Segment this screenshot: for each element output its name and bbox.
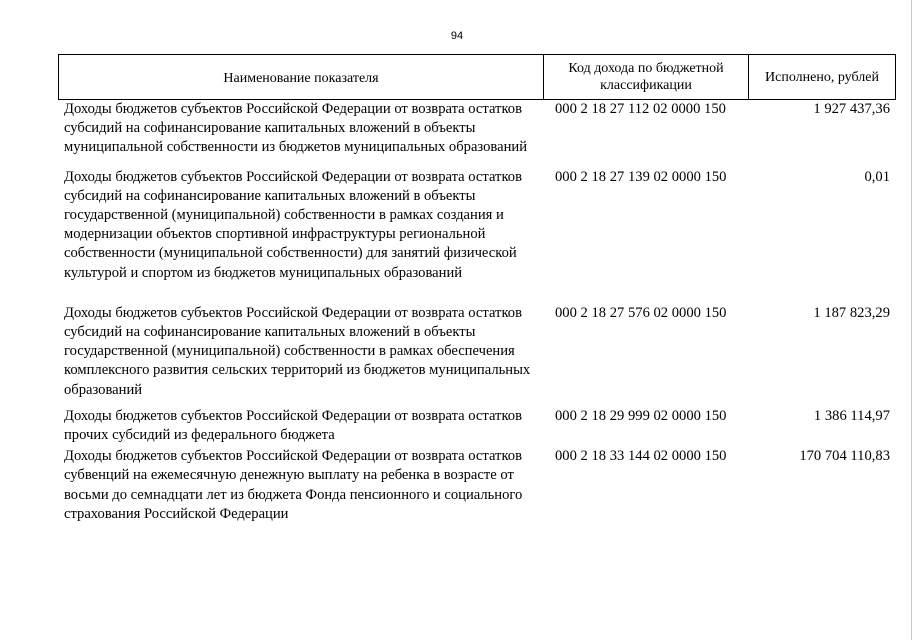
row-code: 000 2 18 33 144 02 0000 150	[555, 448, 727, 465]
page-number: 94	[450, 30, 464, 42]
row-amount: 1 386 114,97	[813, 407, 890, 424]
table-row	[58, 100, 896, 158]
row-code: 000 2 18 27 576 02 0000 150	[555, 304, 727, 321]
table-body	[58, 100, 896, 524]
row-code: 000 2 18 27 139 02 0000 150	[555, 168, 727, 185]
row-name: Доходы бюджетов субъектов Российской Федерации от возврата остатков прочих субсидий из федерального бюджета	[64, 407, 522, 444]
row-amount: 1 187 823,29	[813, 304, 890, 321]
table-row	[58, 447, 896, 524]
header-code: Код дохода по бюджетной классификации	[544, 55, 749, 99]
scan-edge-line	[911, 0, 912, 640]
table-row	[58, 304, 896, 400]
row-code: 000 2 18 29 999 02 0000 150	[555, 407, 727, 424]
row-amount: 170 704 110,83	[799, 448, 890, 465]
table-row	[58, 407, 896, 445]
row-name: Доходы бюджетов субъектов Российской Федерации от возврата остатков субсидий на софинансирование капитальных вложений в объекты муниципальной собственности из бюджетов муниципальных образований	[64, 101, 528, 156]
row-amount: 0,01	[864, 168, 890, 185]
row-code: 000 2 18 27 112 02 0000 150	[555, 101, 726, 117]
row-name: Доходы бюджетов субъектов Российской Федерации от возврата остатков субвенций на ежемесячную денежную выплату на ребенка в возрасте от восьми до семнадцати лет из бюджета Фонда пенсионного и социального страхования Российской Федерации	[64, 448, 523, 522]
row-name: Доходы бюджетов субъектов Российской Федерации от возврата остатков субсидий на софинансирование капитальных вложений в объекты государственной (муниципальной) собственности в рамках обеспечения комплексного развития сельских территорий из бюджетов муниципальных образований	[64, 304, 531, 398]
row-amount: 1 927 437,36	[813, 101, 890, 117]
header-name: Наименование показателя	[59, 55, 544, 99]
table-row	[58, 168, 896, 283]
table-header	[58, 54, 896, 100]
header-amount: Исполнено, рублей	[765, 69, 879, 85]
row-name: Доходы бюджетов субъектов Российской Федерации от возврата остатков субсидий на софинансирование капитальных вложений в объекты государственной (муниципальной) собственности в рамках создания и модернизации объектов спортивной инфраструктуры региональной собственности (муниципальной собственности) для занятий физической культурой и спортом из бюджетов муниципальных образований	[64, 168, 522, 281]
revenue-table	[58, 54, 896, 524]
